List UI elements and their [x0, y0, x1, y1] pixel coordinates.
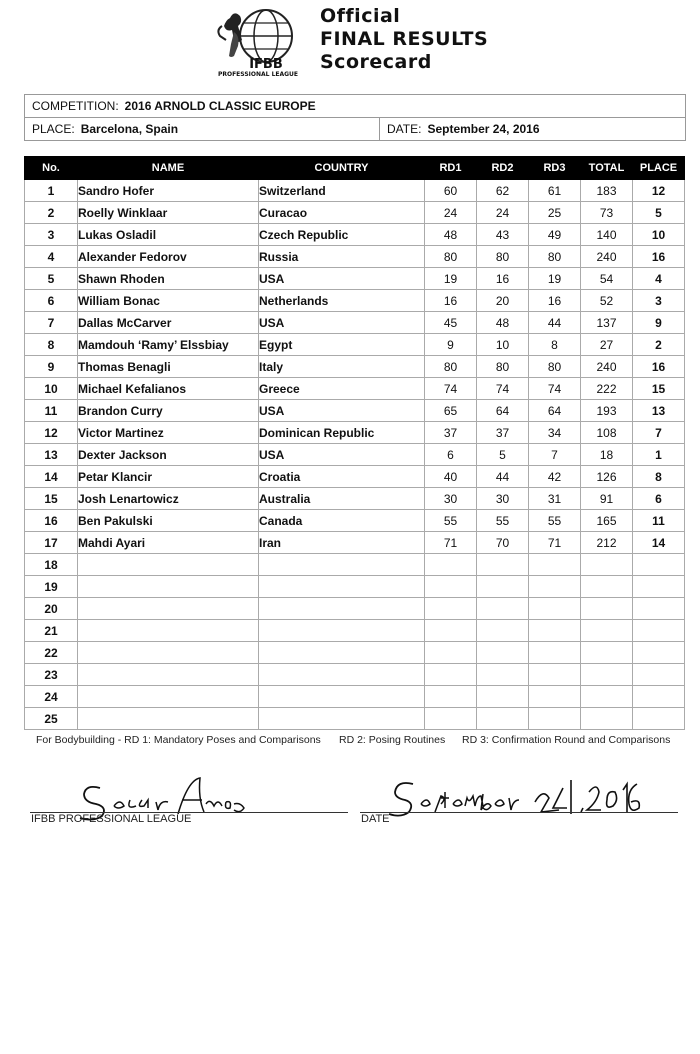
svg-text:IFBB: IFBB: [249, 57, 283, 72]
score-rd1: 60: [425, 180, 477, 202]
score-rd1: 45: [425, 312, 477, 334]
competitor-number: 12: [25, 422, 78, 444]
official-signature-label: IFBB PROFESSIONAL LEAGUE: [31, 813, 192, 825]
competitor-country: [259, 554, 425, 576]
score-rd2: [477, 686, 529, 708]
table-row: [25, 598, 685, 620]
competitor-number: 11: [25, 400, 78, 422]
competitor-name: [78, 686, 259, 708]
final-place: 3: [633, 290, 685, 312]
table-row: [25, 378, 685, 400]
score-rd1: 74: [425, 378, 477, 400]
competitor-number: 23: [25, 664, 78, 686]
final-place: 10: [633, 224, 685, 246]
score-rd3: [529, 686, 581, 708]
competitor-country: Dominican Republic: [259, 422, 425, 444]
competitor-country: USA: [259, 400, 425, 422]
competitor-number: 18: [25, 554, 78, 576]
score-total: 126: [581, 466, 633, 488]
header-no: No.: [25, 157, 78, 180]
competitor-number: 5: [25, 268, 78, 290]
competitor-country: USA: [259, 312, 425, 334]
score-rd1: 65: [425, 400, 477, 422]
competitor-number: 7: [25, 312, 78, 334]
competitor-country: Switzerland: [259, 180, 425, 202]
signature-area: [0, 770, 700, 840]
competitor-number: 10: [25, 378, 78, 400]
competitor-name: [78, 620, 259, 642]
competitor-number: 9: [25, 356, 78, 378]
competitor-number: 8: [25, 334, 78, 356]
header-rd3: RD3: [529, 157, 581, 180]
header-rd2: RD2: [477, 157, 529, 180]
score-total: [581, 576, 633, 598]
competitor-name: [78, 708, 259, 730]
final-place: [633, 642, 685, 664]
score-total: [581, 686, 633, 708]
score-rd3: 8: [529, 334, 581, 356]
score-total: [581, 598, 633, 620]
competitor-country: [259, 686, 425, 708]
competitor-name: [78, 554, 259, 576]
score-rd3: 44: [529, 312, 581, 334]
competitor-country: [259, 664, 425, 686]
competitor-country: Russia: [259, 246, 425, 268]
competitor-country: Australia: [259, 488, 425, 510]
score-rd2: 30: [477, 488, 529, 510]
score-total: 165: [581, 510, 633, 532]
competitor-country: Iran: [259, 532, 425, 554]
score-total: 52: [581, 290, 633, 312]
table-header-row: [25, 157, 685, 180]
competitor-number: 6: [25, 290, 78, 312]
score-total: 240: [581, 356, 633, 378]
score-rd3: 34: [529, 422, 581, 444]
table-row: [25, 510, 685, 532]
competitor-number: 25: [25, 708, 78, 730]
score-rd3: 7: [529, 444, 581, 466]
final-place: [633, 554, 685, 576]
score-rd1: 9: [425, 334, 477, 356]
score-rd3: [529, 664, 581, 686]
table-row: [25, 422, 685, 444]
competitor-country: Italy: [259, 356, 425, 378]
competitor-name: Brandon Curry: [78, 400, 259, 422]
place-label: PLACE:: [32, 122, 75, 136]
competition-label: COMPETITION:: [32, 99, 119, 113]
competitor-name: Michael Kefalianos: [78, 378, 259, 400]
score-rd2: [477, 620, 529, 642]
score-rd1: [425, 642, 477, 664]
score-total: 54: [581, 268, 633, 290]
competitor-number: 19: [25, 576, 78, 598]
score-rd1: 24: [425, 202, 477, 224]
table-row: [25, 576, 685, 598]
score-rd3: 80: [529, 246, 581, 268]
score-total: 27: [581, 334, 633, 356]
score-total: 18: [581, 444, 633, 466]
score-rd1: 30: [425, 488, 477, 510]
table-row: [25, 444, 685, 466]
score-rd3: 42: [529, 466, 581, 488]
competitor-name: Alexander Fedorov: [78, 246, 259, 268]
date-signature: [385, 774, 645, 820]
score-rd1: [425, 708, 477, 730]
score-rd2: 37: [477, 422, 529, 444]
header-name: NAME: [78, 157, 259, 180]
score-rd2: 64: [477, 400, 529, 422]
table-row: [25, 356, 685, 378]
final-place: [633, 576, 685, 598]
score-rd3: 74: [529, 378, 581, 400]
score-rd2: [477, 708, 529, 730]
final-place: 9: [633, 312, 685, 334]
competitor-name: Dexter Jackson: [78, 444, 259, 466]
score-rd1: 80: [425, 356, 477, 378]
competitor-name: [78, 642, 259, 664]
final-place: 8: [633, 466, 685, 488]
table-row: [25, 400, 685, 422]
competitor-number: 16: [25, 510, 78, 532]
competitor-country: [259, 576, 425, 598]
score-total: 108: [581, 422, 633, 444]
score-rd2: 10: [477, 334, 529, 356]
score-rd2: [477, 642, 529, 664]
header-place: PLACE: [633, 157, 685, 180]
competitor-name: Roelly Winklaar: [78, 202, 259, 224]
competitor-country: Greece: [259, 378, 425, 400]
title-final-results: FINAL RESULTS: [320, 28, 489, 50]
title-official: Official: [320, 5, 401, 27]
table-row: [25, 708, 685, 730]
competitor-number: 14: [25, 466, 78, 488]
score-rd2: [477, 664, 529, 686]
place-date-row: [25, 117, 685, 140]
competitor-country: [259, 620, 425, 642]
competitor-country: USA: [259, 444, 425, 466]
place-value: Barcelona, Spain: [80, 122, 179, 136]
competitor-name: Dallas McCarver: [78, 312, 259, 334]
competitor-number: 21: [25, 620, 78, 642]
competitor-country: Curacao: [259, 202, 425, 224]
table-row: [25, 466, 685, 488]
score-rd3: 61: [529, 180, 581, 202]
score-rd2: 80: [477, 356, 529, 378]
score-rd1: 71: [425, 532, 477, 554]
final-place: [633, 686, 685, 708]
score-rd3: [529, 708, 581, 730]
score-rd3: [529, 598, 581, 620]
competitor-name: Mahdi Ayari: [78, 532, 259, 554]
table-row: [25, 246, 685, 268]
table-row: [25, 268, 685, 290]
score-rd1: 19: [425, 268, 477, 290]
final-place: [633, 708, 685, 730]
scorecard-header: [0, 0, 700, 85]
final-place: 11: [633, 510, 685, 532]
footnote-rd2: RD 2: Posing Routines: [339, 734, 446, 746]
competitor-number: 3: [25, 224, 78, 246]
final-place: [633, 598, 685, 620]
table-row: [25, 532, 685, 554]
competition-row: [25, 95, 685, 117]
competitor-number: 4: [25, 246, 78, 268]
final-place: 15: [633, 378, 685, 400]
final-place: 1: [633, 444, 685, 466]
score-rd3: 49: [529, 224, 581, 246]
competitor-country: [259, 642, 425, 664]
score-total: 137: [581, 312, 633, 334]
competitor-name: Lukas Osladil: [78, 224, 259, 246]
competition-info-box: [24, 94, 686, 141]
score-rd1: [425, 664, 477, 686]
competitor-name: Josh Lenartowicz: [78, 488, 259, 510]
score-rd2: 62: [477, 180, 529, 202]
date-label: DATE:: [387, 122, 422, 136]
competitor-name: [78, 664, 259, 686]
header-total: TOTAL: [581, 157, 633, 180]
score-total: [581, 642, 633, 664]
competitor-name: Shawn Rhoden: [78, 268, 259, 290]
score-total: 73: [581, 202, 633, 224]
score-rd2: 48: [477, 312, 529, 334]
competitor-country: Czech Republic: [259, 224, 425, 246]
score-rd3: 64: [529, 400, 581, 422]
score-rd3: 80: [529, 356, 581, 378]
score-total: [581, 554, 633, 576]
final-place: 12: [633, 180, 685, 202]
score-total: 183: [581, 180, 633, 202]
score-rd2: 20: [477, 290, 529, 312]
final-place: 7: [633, 422, 685, 444]
competitor-name: William Bonac: [78, 290, 259, 312]
footnote-rd1: For Bodybuilding - RD 1: Mandatory Poses and Comparisons: [36, 734, 321, 746]
score-rd2: [477, 554, 529, 576]
final-place: 16: [633, 356, 685, 378]
scorecard-title: [320, 5, 488, 74]
date-signature-line: [360, 812, 678, 813]
score-rd3: [529, 642, 581, 664]
table-row: [25, 620, 685, 642]
score-rd1: 37: [425, 422, 477, 444]
competitor-number: 2: [25, 202, 78, 224]
score-rd1: [425, 620, 477, 642]
score-rd1: 40: [425, 466, 477, 488]
final-place: 16: [633, 246, 685, 268]
score-rd1: 16: [425, 290, 477, 312]
score-rd3: [529, 554, 581, 576]
score-total: [581, 664, 633, 686]
competitor-number: 1: [25, 180, 78, 202]
score-rd3: 19: [529, 268, 581, 290]
score-total: 240: [581, 246, 633, 268]
score-rd2: 80: [477, 246, 529, 268]
results-table: [24, 156, 685, 730]
score-total: [581, 620, 633, 642]
competitor-country: Croatia: [259, 466, 425, 488]
final-place: [633, 664, 685, 686]
competitor-country: Netherlands: [259, 290, 425, 312]
final-place: 13: [633, 400, 685, 422]
score-rd1: [425, 576, 477, 598]
score-rd2: 16: [477, 268, 529, 290]
score-rd3: [529, 576, 581, 598]
score-rd3: 16: [529, 290, 581, 312]
table-row: [25, 664, 685, 686]
competitor-number: 15: [25, 488, 78, 510]
table-row: [25, 312, 685, 334]
header-rd1: RD1: [425, 157, 477, 180]
score-rd1: [425, 598, 477, 620]
competitor-name: Thomas Benagli: [78, 356, 259, 378]
ifbb-logo: [208, 6, 312, 78]
score-rd1: [425, 686, 477, 708]
score-rd2: 55: [477, 510, 529, 532]
competitor-number: 13: [25, 444, 78, 466]
competitor-name: Victor Martinez: [78, 422, 259, 444]
score-rd2: 43: [477, 224, 529, 246]
score-rd1: 55: [425, 510, 477, 532]
score-rd2: [477, 576, 529, 598]
final-place: [633, 620, 685, 642]
footnote-rd3: RD 3: Confirmation Round and Comparisons: [462, 734, 671, 746]
final-place: 6: [633, 488, 685, 510]
table-row: [25, 224, 685, 246]
table-row: [25, 334, 685, 356]
competitor-number: 17: [25, 532, 78, 554]
score-rd2: [477, 598, 529, 620]
score-rd3: 31: [529, 488, 581, 510]
score-rd3: [529, 620, 581, 642]
score-total: 91: [581, 488, 633, 510]
competitor-name: [78, 598, 259, 620]
competition-value: 2016 ARNOLD CLASSIC EUROPE: [124, 99, 316, 113]
score-total: [581, 708, 633, 730]
competitor-country: Canada: [259, 510, 425, 532]
score-rd2: 74: [477, 378, 529, 400]
competitor-country: USA: [259, 268, 425, 290]
final-place: 5: [633, 202, 685, 224]
score-rd2: 5: [477, 444, 529, 466]
table-row: [25, 202, 685, 224]
date-signature-label: DATE: [361, 813, 390, 825]
svg-text:PROFESSIONAL LEAGUE: PROFESSIONAL LEAGUE: [217, 71, 299, 78]
score-rd1: [425, 554, 477, 576]
table-row: [25, 642, 685, 664]
competitor-number: 22: [25, 642, 78, 664]
competitor-name: Sandro Hofer: [78, 180, 259, 202]
score-rd1: 6: [425, 444, 477, 466]
score-total: 212: [581, 532, 633, 554]
score-rd2: 44: [477, 466, 529, 488]
score-total: 222: [581, 378, 633, 400]
competitor-name: [78, 576, 259, 598]
final-place: 4: [633, 268, 685, 290]
score-rd2: 24: [477, 202, 529, 224]
final-place: 14: [633, 532, 685, 554]
competitor-number: 24: [25, 686, 78, 708]
table-row: [25, 180, 685, 202]
competitor-name: Ben Pakulski: [78, 510, 259, 532]
table-row: [25, 686, 685, 708]
title-scorecard: Scorecard: [320, 51, 432, 73]
score-rd3: 55: [529, 510, 581, 532]
competitor-number: 20: [25, 598, 78, 620]
score-rd1: 80: [425, 246, 477, 268]
score-total: 193: [581, 400, 633, 422]
competitor-country: Egypt: [259, 334, 425, 356]
competitor-country: [259, 708, 425, 730]
score-rd3: 25: [529, 202, 581, 224]
final-place: 2: [633, 334, 685, 356]
score-total: 140: [581, 224, 633, 246]
score-rd3: 71: [529, 532, 581, 554]
competitor-name: Petar Klancir: [78, 466, 259, 488]
date-value: September 24, 2016: [427, 122, 540, 136]
table-row: [25, 554, 685, 576]
competitor-country: [259, 598, 425, 620]
score-rd1: 48: [425, 224, 477, 246]
table-row: [25, 290, 685, 312]
table-row: [25, 488, 685, 510]
header-country: COUNTRY: [259, 157, 425, 180]
score-rd2: 70: [477, 532, 529, 554]
competitor-name: Mamdouh ‘Ramy’ Elssbiay: [78, 334, 259, 356]
